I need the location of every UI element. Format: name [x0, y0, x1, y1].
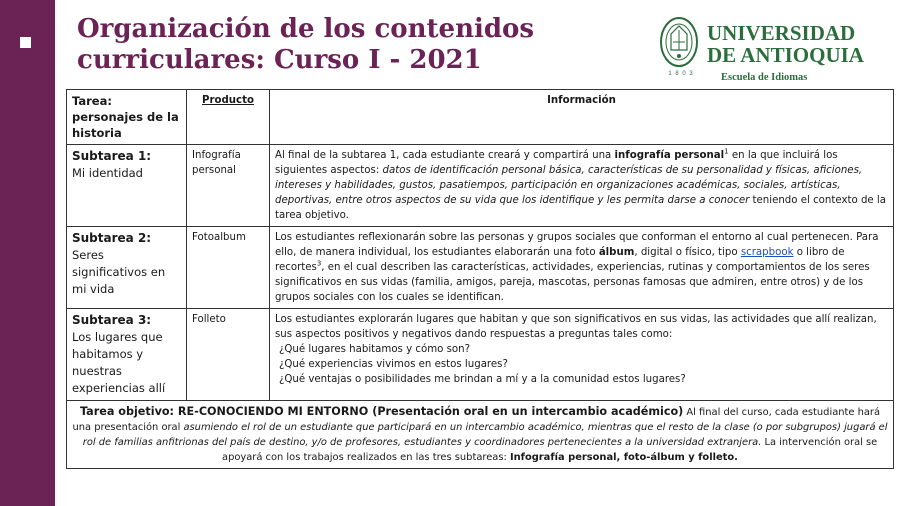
info-text: , en el cual describen las características, actividades, experiencias, rutinas y comportamientos de los seres significativos en sus vidas (familia, amigos, pareja, mascotas, personas famosas que admiren, entre otros) y de los grupos sociales con los cuales se identifican. — [275, 262, 870, 303]
info-text: teniendo el contexto de la tarea objetivo. — [275, 195, 886, 221]
subtask-name: Los lugares que habitamos y nuestras experiencias allí — [72, 330, 166, 395]
seal-year: 1 8 0 3 — [668, 71, 694, 77]
subtask-label: Subtarea 2: — [72, 231, 152, 245]
task-cell — [67, 145, 187, 227]
logo-school: Escuela de Idiomas — [721, 72, 808, 83]
header-task: Tarea: personajes de la historia — [67, 90, 187, 145]
objective-bold: Infografía personal, foto-álbum y folleto. — [509, 452, 738, 463]
info-text: , digital o físico, tipo — [634, 247, 741, 258]
footnote-ref: 3 — [316, 259, 322, 268]
question-item: ¿Qué experiencias vivimos en estos lugares? — [279, 359, 508, 370]
info-cell — [270, 145, 894, 227]
logo-line-2: DE ANTIOQUIA — [707, 43, 864, 67]
objective-cell — [67, 401, 894, 469]
header-product-label: Producto — [202, 95, 254, 106]
question-item: ¿Qué ventajas o posibilidades me brindan a mí y a la comunidad estos lugares? — [279, 374, 686, 385]
bullet-icon — [20, 37, 31, 48]
university-logo — [657, 14, 893, 84]
objective-heading: Tarea objetivo: RE-CONOCIENDO MI ENTORNO (Presentación oral en un intercambio académico) — [79, 405, 684, 418]
objective-text: Al final del curso, cada estudiante hará una presentación oral — [72, 407, 881, 433]
slide-title: Organización de los contenidos curriculares: Curso I - 2021 — [77, 14, 535, 75]
info-italic: datos de identificación personal básica, características de su personalidad y físicas, aficiones, intereses y habilidades, gustos, pasatiempos, participación en organizaciones académicas, sociales, artísticas, deportivas, entre otros aspectos de su vida que los identifique y les permita darse a conocer — [275, 165, 863, 206]
curriculum-table — [66, 89, 894, 469]
header-product — [187, 90, 270, 145]
question-item: ¿Qué lugares habitamos y cómo son? — [279, 344, 471, 355]
table-header-row — [67, 90, 894, 145]
footnote-ref: 1 — [724, 147, 729, 156]
info-text: o libro de recortes — [275, 247, 845, 273]
subtask-name: Mi identidad — [72, 166, 143, 180]
subtask-label: Subtarea 1: — [72, 149, 152, 163]
table-row — [67, 145, 894, 227]
subtask-name: Seres significativos en mi vida — [72, 248, 166, 296]
objective-row — [67, 401, 894, 469]
info-text: en la que incluirá los siguientes aspectos: — [275, 150, 838, 176]
info-cell — [270, 227, 894, 309]
info-text: Al final de la subtarea 1, cada estudiante creará y compartirá una — [275, 150, 615, 161]
university-seal-icon — [659, 16, 699, 70]
header-info: Información — [270, 90, 894, 145]
objective-italic: asumiendo el rol de un estudiante que participará en un intercambio académico, mientras que el resto de la clase (o por subgrupos) jugará el rol de familias anfitrionas del país de destino, y/o de profesores, estudiantes y coordinadores pertenecientes a la universidad extranjera. — [82, 422, 888, 448]
info-bold: infografía personal — [614, 150, 725, 161]
task-cell — [67, 309, 187, 401]
product-cell: Infografía personal — [187, 145, 270, 227]
logo-line-1: UNIVERSIDAD — [707, 21, 856, 45]
table-row — [67, 227, 894, 309]
info-bold: álbum — [598, 247, 635, 258]
info-cell — [270, 309, 894, 401]
info-text: Los estudiantes explorarán lugares que habitan y que son significativos en sus vidas, las actividades que allí realizan, sus aspectos positivos y negativos dando respuestas a preguntas tales como: — [275, 314, 877, 340]
product-cell: Folleto — [187, 309, 270, 401]
task-cell — [67, 227, 187, 309]
slide-sidebar — [0, 0, 55, 506]
subtask-label: Subtarea 3: — [72, 313, 152, 327]
scrapbook-link[interactable]: scrapbook — [740, 247, 794, 258]
info-text: Los estudiantes reflexionarán sobre las personas y grupos sociales que conforman el entorno al cual pertenecen. Para ello, de manera individual, los estudiantes elaborarán una foto — [275, 232, 879, 258]
product-cell: Fotoalbum — [187, 227, 270, 309]
table-row — [67, 309, 894, 401]
objective-text: La intervención oral se apoyará con los trabajos realizados en las tres subtareas: — [222, 437, 878, 463]
